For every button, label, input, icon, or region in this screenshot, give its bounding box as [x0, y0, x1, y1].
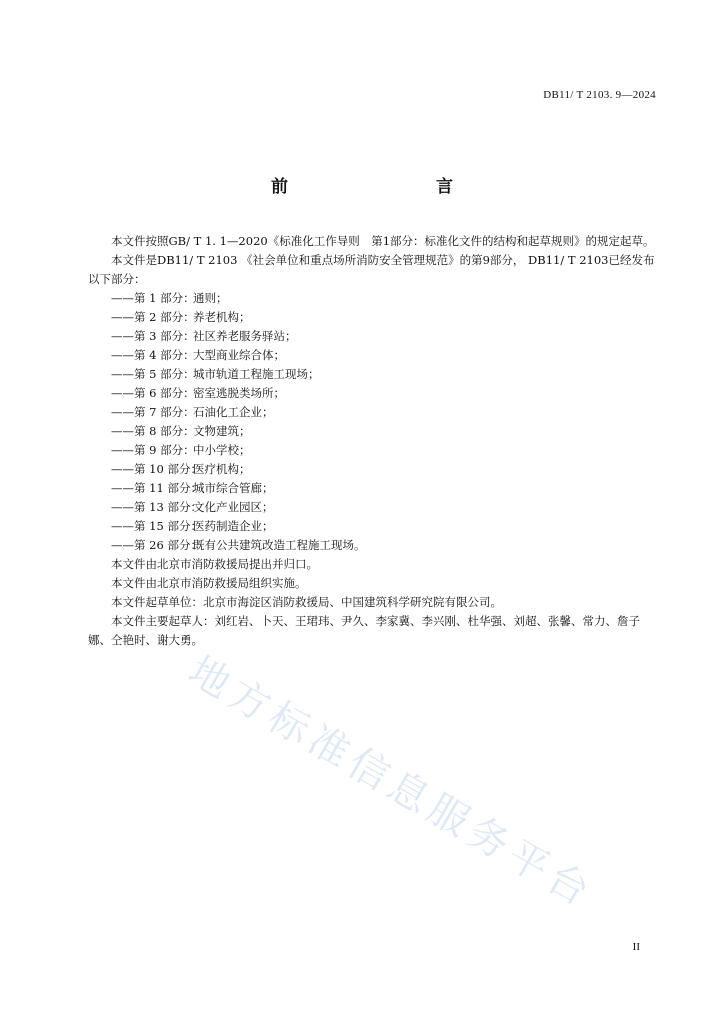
list-item	[88, 308, 658, 327]
foreword-body	[88, 232, 658, 650]
part-number: ——第 13 部分：	[111, 500, 202, 514]
part-number: ——第 4 部分：	[111, 348, 195, 362]
part-name: 文物建筑；	[193, 424, 251, 438]
list-item	[88, 289, 658, 308]
part-name: 城市综合管廊；	[193, 481, 274, 495]
part-number: ——第 15 部分：	[111, 519, 202, 533]
part-name: 既有公共建筑改造工程施工现场。	[193, 538, 366, 552]
part-number: ——第 9 部分：	[111, 443, 195, 457]
list-item	[88, 403, 658, 422]
part-number: ——第 1 部分：	[111, 291, 195, 305]
list-item	[88, 498, 658, 517]
page-title: 前 言	[271, 177, 491, 197]
part-number: ——第 26 部分：	[111, 538, 202, 552]
part-name: 养老机构；	[193, 310, 251, 324]
part-name: 医药制造企业；	[193, 519, 274, 533]
part-number: ——第 11 部分：	[111, 481, 202, 495]
paragraph-series-info: 本文件是DB11/ T 2103 《社会单位和重点场所消防安全管理规范》的第9部分， DB11/ T 2103已经发布以下部分：	[88, 253, 655, 286]
document-code: DB11/ T 2103. 9—2024	[543, 89, 656, 101]
list-item	[88, 327, 658, 346]
paragraph-drafting-units: 本文件起草单位：北京市海淀区消防救援局、中国建筑科学研究院有限公司。	[111, 595, 502, 609]
part-name: 医疗机构；	[193, 462, 251, 476]
paragraph-drafters: 本文件主要起草人：刘红岩、卜天、王珺玮、尹久、李家冀、李兴刚、杜华强、刘超、张馨、常力、詹子娜、仝艳时、谢大勇。	[88, 614, 640, 647]
list-item	[88, 346, 658, 365]
list-item	[88, 384, 658, 403]
part-name: 密室逃脱类场所；	[193, 386, 285, 400]
part-number: ——第 5 部分：	[111, 367, 195, 381]
paragraph-implementer: 本文件由北京市消防救援局组织实施。	[111, 576, 307, 590]
part-number: ——第 6 部分：	[111, 386, 195, 400]
list-item	[88, 517, 658, 536]
part-number: ——第 8 部分：	[111, 424, 195, 438]
list-item	[88, 479, 658, 498]
part-name: 中小学校；	[193, 443, 251, 457]
part-number: ——第 7 部分：	[111, 405, 195, 419]
paragraph-drafting-rules: 本文件按照GB/ T 1. 1—2020《标准化工作导则 第1部分：标准化文件的结构和起草规则》的规定起草。	[111, 234, 655, 248]
list-item	[88, 460, 658, 479]
part-name: 城市轨道工程施工现场；	[193, 367, 320, 381]
list-item	[88, 365, 658, 384]
paragraph-proposer: 本文件由北京市消防救援局提出并归口。	[111, 557, 318, 571]
part-number: ——第 2 部分：	[111, 310, 195, 324]
part-name: 大型商业综合体；	[193, 348, 285, 362]
part-number: ——第 10 部分：	[111, 462, 202, 476]
part-number: ——第 3 部分：	[111, 329, 195, 343]
list-item	[88, 536, 658, 555]
part-name: 文化产业园区；	[193, 500, 274, 514]
list-item	[88, 422, 658, 441]
watermark: 地方标准信息服务平台	[180, 647, 602, 918]
part-name: 通则；	[193, 291, 228, 305]
page-number: II	[632, 941, 640, 953]
part-name: 社区养老服务驿站；	[193, 329, 297, 343]
list-item	[88, 441, 658, 460]
part-name: 石油化工企业；	[193, 405, 274, 419]
